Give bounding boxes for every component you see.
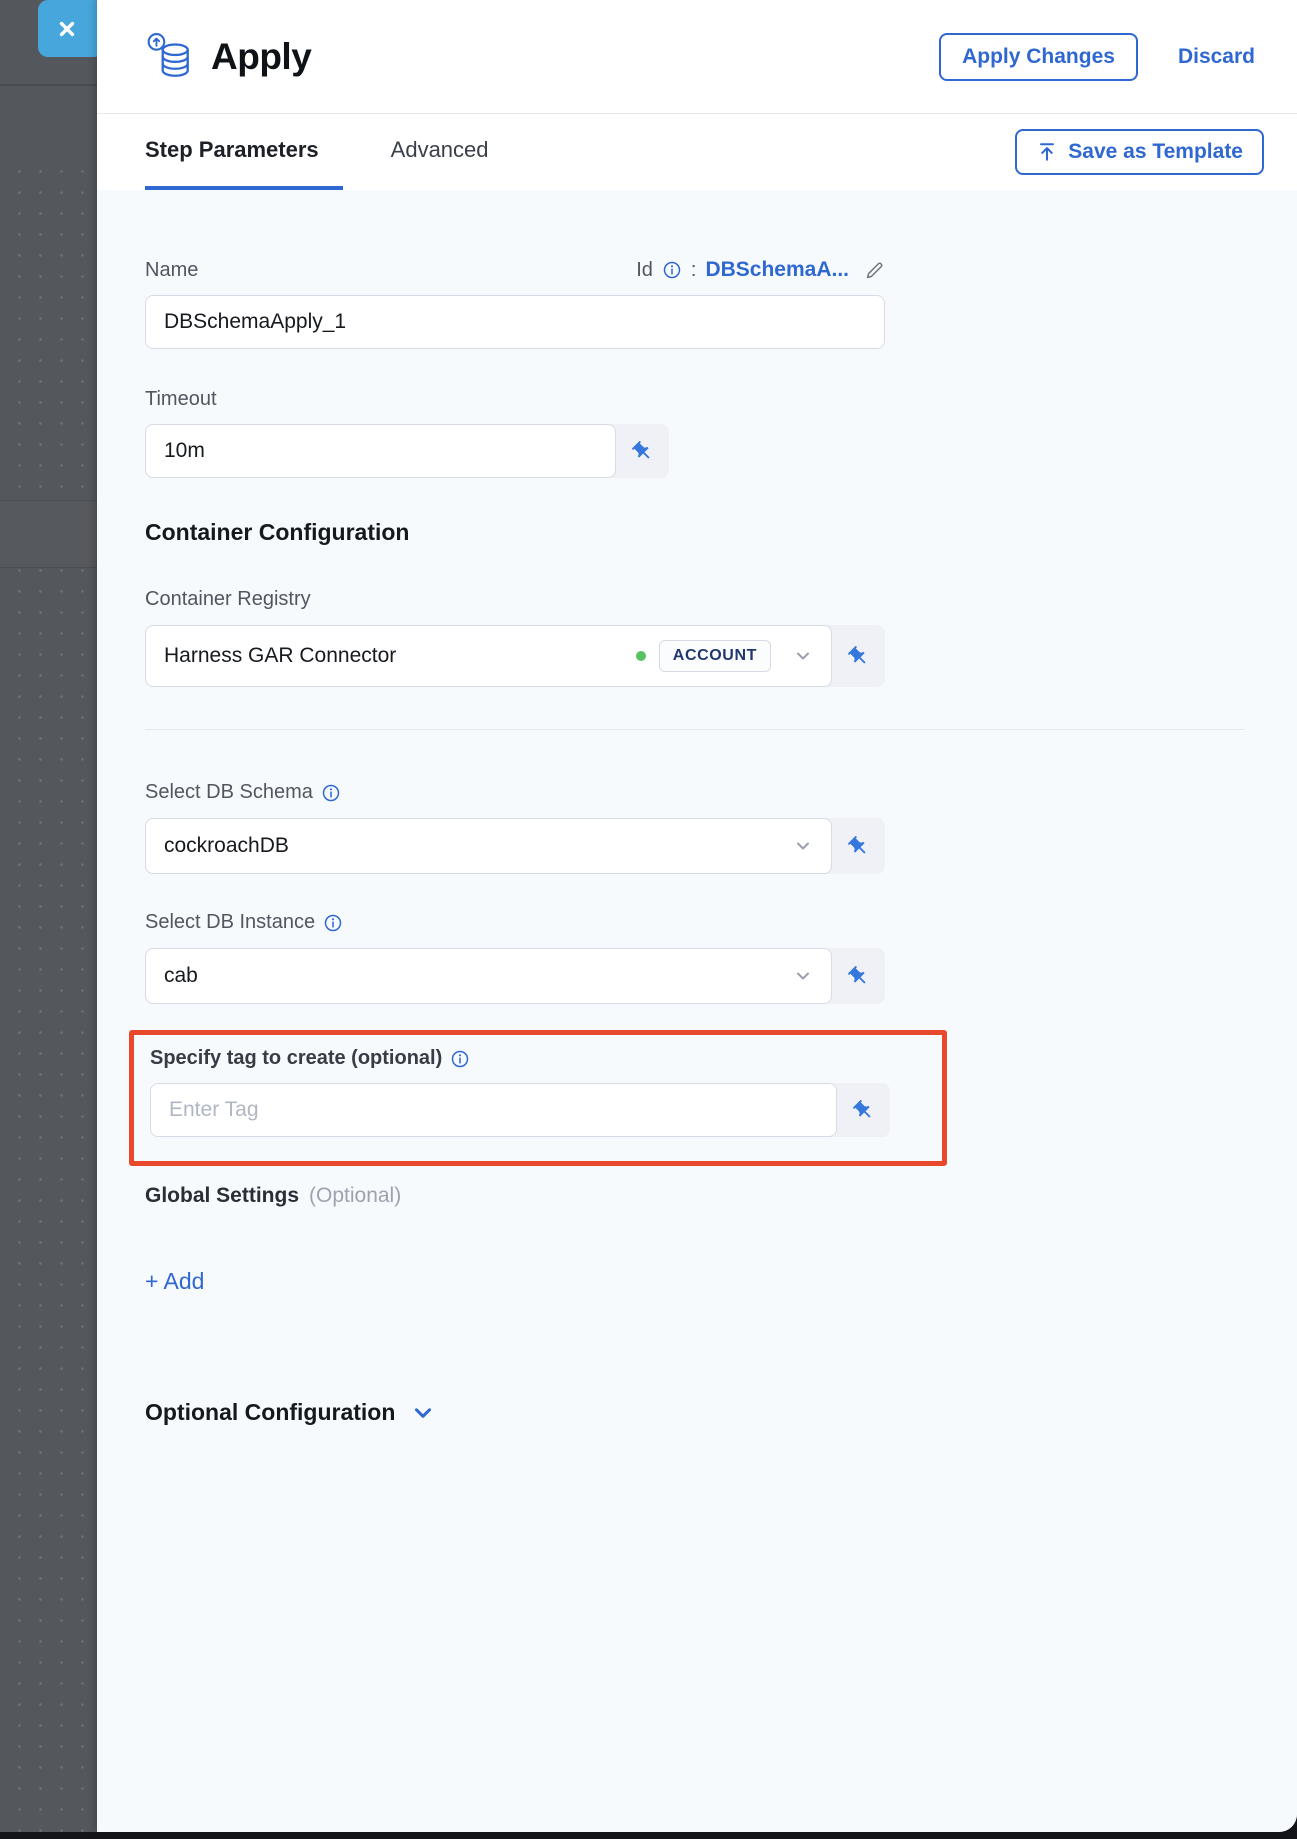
tag-input[interactable] bbox=[150, 1083, 837, 1137]
tag-runtime-pin-button[interactable] bbox=[837, 1083, 890, 1137]
edit-id-button[interactable] bbox=[864, 260, 885, 281]
page-title: Apply bbox=[211, 35, 312, 77]
step-parameters-form bbox=[97, 190, 1297, 1832]
container-registry-select[interactable] bbox=[145, 625, 832, 687]
timeout-field bbox=[145, 424, 669, 478]
db-instance-info-icon[interactable] bbox=[323, 913, 343, 933]
pin-icon bbox=[631, 440, 654, 463]
tab-step-parameters[interactable]: Step Parameters bbox=[145, 114, 343, 190]
db-schema-runtime-pin-button[interactable] bbox=[832, 818, 885, 874]
pin-icon bbox=[847, 835, 870, 858]
name-input[interactable] bbox=[145, 295, 885, 349]
id-info-icon[interactable] bbox=[662, 260, 682, 280]
chevron-down-icon bbox=[793, 646, 813, 666]
db-schema-label-row bbox=[145, 781, 1297, 804]
db-instance-label: Select DB Instance bbox=[145, 911, 316, 933]
scope-badge: ACCOUNT bbox=[659, 640, 771, 672]
chevron-down-icon bbox=[793, 966, 813, 986]
db-schema-label: Select DB Schema bbox=[145, 781, 313, 803]
chevron-down-icon bbox=[411, 1401, 435, 1425]
canvas-dot-grid bbox=[0, 152, 97, 1832]
db-instance-runtime-pin-button[interactable] bbox=[832, 948, 885, 1004]
tag-field-highlight bbox=[129, 1030, 947, 1166]
container-registry-field bbox=[145, 625, 885, 687]
tab-bar bbox=[97, 114, 1297, 190]
close-drawer-button[interactable] bbox=[38, 0, 104, 57]
global-settings-row bbox=[145, 1184, 1297, 1208]
name-label: Name bbox=[145, 258, 199, 281]
timeout-label: Timeout bbox=[145, 388, 217, 410]
pencil-icon bbox=[864, 260, 885, 281]
db-schema-info-icon[interactable] bbox=[321, 783, 341, 803]
db-instance-field bbox=[145, 948, 885, 1004]
db-schema-select[interactable] bbox=[145, 818, 832, 874]
container-registry-value: Harness GAR Connector bbox=[164, 644, 397, 667]
tab-advanced[interactable]: Advanced bbox=[390, 137, 489, 162]
container-configuration-heading: Container Configuration bbox=[145, 519, 410, 545]
step-id-row bbox=[636, 258, 885, 282]
add-global-setting-button[interactable]: + Add bbox=[145, 1268, 205, 1294]
chevron-down-icon bbox=[793, 836, 813, 856]
tag-label-row bbox=[150, 1047, 942, 1070]
panel-header bbox=[97, 0, 1297, 114]
upload-icon bbox=[1036, 141, 1058, 163]
tag-info-icon[interactable] bbox=[450, 1049, 470, 1069]
discard-button[interactable]: Discard bbox=[1177, 44, 1255, 68]
optional-configuration-toggle[interactable] bbox=[145, 1399, 1297, 1426]
global-settings-label: Global Settings bbox=[145, 1184, 300, 1207]
pin-icon bbox=[852, 1099, 875, 1122]
optional-configuration-label: Optional Configuration bbox=[145, 1399, 396, 1425]
canvas-divider bbox=[0, 84, 97, 86]
db-schema-field bbox=[145, 818, 885, 874]
id-separator: : bbox=[690, 258, 697, 281]
container-registry-label: Container Registry bbox=[145, 588, 311, 610]
timeout-runtime-pin-button[interactable] bbox=[616, 424, 669, 478]
db-instance-select[interactable] bbox=[145, 948, 832, 1004]
global-settings-optional: (Optional) bbox=[309, 1184, 402, 1207]
db-apply-step-icon bbox=[145, 32, 195, 82]
db-schema-value: cockroachDB bbox=[164, 834, 289, 857]
step-config-panel bbox=[97, 0, 1297, 1832]
pin-icon bbox=[847, 645, 870, 668]
db-instance-value: cab bbox=[164, 964, 198, 987]
pipeline-canvas bbox=[0, 0, 97, 1832]
tag-field bbox=[150, 1083, 890, 1137]
window-bottom-edge bbox=[0, 1832, 1297, 1839]
canvas-stage-band bbox=[0, 500, 97, 568]
save-as-template-button[interactable] bbox=[1015, 129, 1264, 175]
registry-runtime-pin-button[interactable] bbox=[832, 625, 885, 687]
timeout-input[interactable] bbox=[145, 424, 616, 478]
tag-label: Specify tag to create (optional) bbox=[150, 1047, 443, 1069]
id-label: Id bbox=[636, 258, 653, 281]
connector-status-dot bbox=[636, 651, 646, 661]
step-id-value[interactable]: DBSchemaA... bbox=[705, 258, 849, 281]
section-divider bbox=[145, 729, 1245, 730]
apply-changes-button[interactable]: Apply Changes bbox=[939, 33, 1138, 81]
pin-icon bbox=[847, 965, 870, 988]
close-icon bbox=[54, 16, 88, 42]
db-instance-label-row bbox=[145, 911, 1297, 934]
save-as-template-label: Save as Template bbox=[1068, 140, 1243, 163]
